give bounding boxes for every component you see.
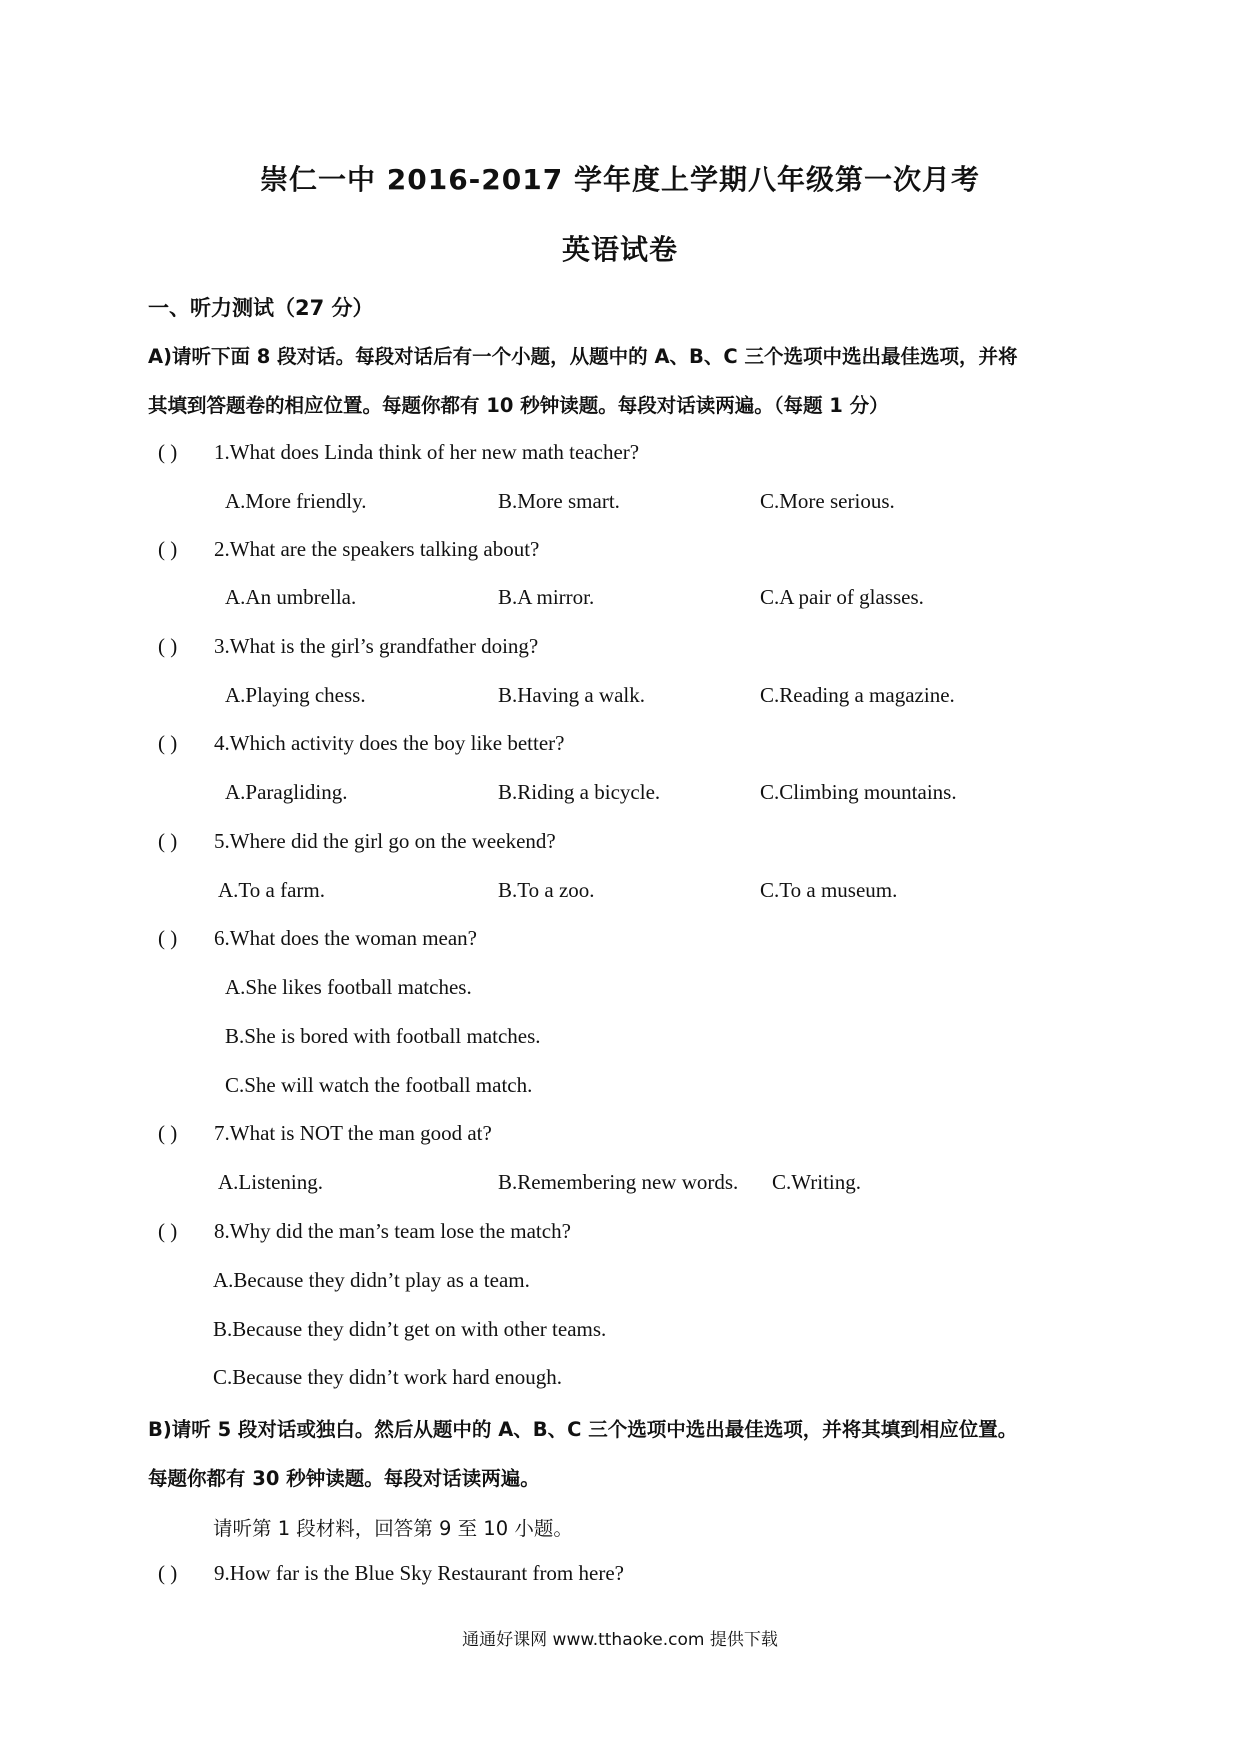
- question-text: 4.Which activity does the boy like better?: [214, 731, 565, 755]
- option-c: C.To a museum.: [760, 878, 898, 902]
- footer-credit: 通通好课网 www.tthaoke.com 提供下载: [462, 1630, 778, 1650]
- option-c: C.More serious.: [760, 489, 895, 513]
- option-c: C.Reading a magazine.: [760, 683, 955, 707]
- option-a: A.An umbrella.: [225, 585, 357, 609]
- option-a: A.Paragliding.: [225, 780, 348, 804]
- option-b: B.Remembering new words.: [498, 1170, 739, 1194]
- question-text: 2.What are the speakers talking about?: [214, 537, 540, 561]
- option-b: B.More smart.: [498, 489, 620, 513]
- question-8: [158, 1219, 571, 1244]
- question-6: [158, 926, 477, 951]
- question-text: 3.What is the girl’s grandfather doing?: [214, 634, 539, 658]
- option-b: B.To a zoo.: [498, 878, 595, 902]
- answer-blank[interactable]: ( ): [158, 1219, 178, 1243]
- part-a-instruction-line2: 其填到答题卷的相应位置。每题你都有 10 秒钟读题。每段对话读两遍。（每题 1 分）: [148, 394, 889, 417]
- answer-blank[interactable]: ( ): [158, 926, 178, 950]
- answer-blank[interactable]: ( ): [158, 1561, 178, 1585]
- option-b: B.A mirror.: [498, 585, 595, 609]
- question-1: [158, 440, 639, 465]
- section-heading: 一、听力测试（27 分）: [148, 296, 374, 320]
- part-b-instruction-line1: B)请听 5 段对话或独白。然后从题中的 A、B、C 三个选项中选出最佳选项，并将其填到相应位置。: [148, 1418, 1018, 1441]
- option-b: B.Having a walk.: [498, 683, 645, 707]
- question-text: 7.What is NOT the man good at?: [214, 1121, 492, 1145]
- option-a: A.She likes football matches.: [225, 975, 472, 999]
- question-2: [158, 537, 539, 562]
- option-b: B.Because they didn’t get on with other teams.: [213, 1317, 607, 1341]
- exam-title: 崇仁一中 2016-2017 学年度上学期八年级第一次月考: [260, 163, 980, 196]
- part-b-sub-instruction: 请听第 1 段材料，回答第 9 至 10 小题。: [213, 1517, 573, 1540]
- answer-blank[interactable]: ( ): [158, 440, 178, 464]
- option-a: A.Listening.: [218, 1170, 323, 1194]
- answer-blank[interactable]: ( ): [158, 731, 178, 755]
- option-a: A.Because they didn’t play as a team.: [213, 1268, 530, 1292]
- question-text: 9.How far is the Blue Sky Restaurant from here?: [214, 1561, 624, 1585]
- part-b-instruction-line2: 每题你都有 30 秒钟读题。每段对话读两遍。: [148, 1467, 540, 1490]
- option-c: C.Climbing mountains.: [760, 780, 957, 804]
- option-a: A.More friendly.: [225, 489, 367, 513]
- question-4: [158, 731, 564, 756]
- part-a-instruction-line1: A)请听下面 8 段对话。每段对话后有一个小题，从题中的 A、B、C 三个选项中选出最佳选项，并将: [148, 345, 1018, 368]
- option-c: C.She will watch the football match.: [225, 1073, 533, 1097]
- option-c: C.A pair of glasses.: [760, 585, 924, 609]
- question-text: 5.Where did the girl go on the weekend?: [214, 829, 556, 853]
- answer-blank[interactable]: ( ): [158, 829, 178, 853]
- answer-blank[interactable]: ( ): [158, 537, 178, 561]
- option-c: C.Because they didn’t work hard enough.: [213, 1365, 562, 1389]
- exam-subtitle: 英语试卷: [561, 233, 678, 266]
- option-c: C.Writing.: [772, 1170, 861, 1194]
- option-b: B.Riding a bicycle.: [498, 780, 661, 804]
- option-a: A.To a farm.: [218, 878, 325, 902]
- question-text: 6.What does the woman mean?: [214, 926, 477, 950]
- option-a: A.Playing chess.: [225, 683, 366, 707]
- answer-blank[interactable]: ( ): [158, 1121, 178, 1145]
- question-5: [158, 829, 556, 854]
- question-text: 1.What does Linda think of her new math teacher?: [214, 440, 640, 464]
- question-9: [158, 1561, 624, 1586]
- question-7: [158, 1121, 492, 1146]
- option-b: B.She is bored with football matches.: [225, 1024, 541, 1048]
- question-text: 8.Why did the man’s team lose the match?: [214, 1219, 571, 1243]
- answer-blank[interactable]: ( ): [158, 634, 178, 658]
- question-3: [158, 634, 538, 659]
